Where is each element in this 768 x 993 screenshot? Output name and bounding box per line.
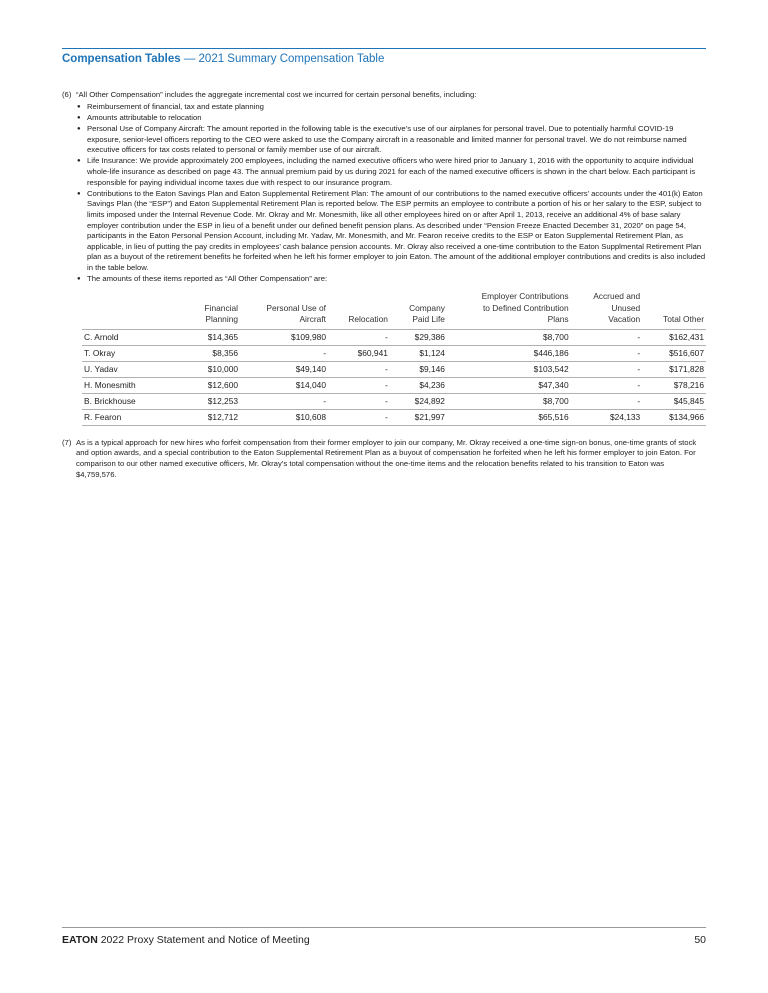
amount-cell: -	[328, 329, 390, 345]
amount-cell: -	[328, 393, 390, 409]
amount-cell: $12,600	[186, 377, 240, 393]
table-row	[82, 409, 706, 425]
column-header	[642, 291, 706, 329]
column-header-line: Personal Use of	[266, 302, 326, 313]
header-rule	[62, 48, 706, 49]
executive-name-cell: C. Arnold	[82, 329, 186, 345]
amount-cell: -	[571, 377, 643, 393]
amount-cell: $8,700	[447, 393, 571, 409]
table-row	[82, 345, 706, 361]
amount-cell: -	[240, 345, 328, 361]
footnote-number: (6)	[62, 90, 72, 99]
column-header-line: to Defined Contribution	[482, 302, 569, 313]
column-header-line: Relocation	[348, 314, 388, 325]
amount-cell: -	[328, 409, 390, 425]
list-item: ● The amounts of these items reported as “All Other Compensation” are:	[76, 274, 706, 285]
footnote-number: (7)	[62, 437, 72, 447]
amount-cell: -	[328, 377, 390, 393]
column-header-line: Paid Life	[412, 314, 445, 325]
amount-cell: $21,997	[390, 409, 447, 425]
list-item: ● Amounts attributable to relocation	[76, 113, 706, 124]
amount-cell: $446,186	[447, 345, 571, 361]
amount-cell: $78,216	[642, 377, 706, 393]
amount-cell: $8,356	[186, 345, 240, 361]
amount-cell: $1,124	[390, 345, 447, 361]
column-header	[240, 291, 328, 329]
amount-cell: $14,365	[186, 329, 240, 345]
page-header	[62, 53, 384, 65]
main-content	[62, 90, 706, 480]
amount-cell: $60,941	[328, 345, 390, 361]
amount-cell: -	[571, 345, 643, 361]
amount-cell: $45,845	[642, 393, 706, 409]
list-item: ● Personal Use of Company Aircraft: The amount reported in the following table is the executive’s use of our airplanes for personal travel. Due to potentially harmful COVID-19 exposure, senior-level officers reporting to the CEO were asked to use the Company aircraft in a reasonable and limited manner for personal travel. We do not reimburse named executive officers for tax costs related to personal or family member use of our aircraft.	[76, 124, 706, 156]
page-number: 50	[694, 934, 706, 946]
amount-cell: $12,712	[186, 409, 240, 425]
table-header-row	[82, 291, 706, 329]
column-header-line: Total Other	[663, 314, 704, 325]
table-row	[82, 377, 706, 393]
amount-cell: $49,140	[240, 361, 328, 377]
table-row	[82, 329, 706, 345]
executive-name-cell: T. Okray	[82, 345, 186, 361]
amount-cell: $171,828	[642, 361, 706, 377]
column-header	[186, 291, 240, 329]
amount-cell: $24,892	[390, 393, 447, 409]
table-row	[82, 361, 706, 377]
column-header-line: Aircraft	[299, 314, 326, 325]
executive-name-cell: H. Monesmith	[82, 377, 186, 393]
footnote-intro: “All Other Compensation” includes the aggregate incremental cost we incurred for certain personal benefits, including:	[76, 90, 477, 99]
footnote-body	[76, 90, 706, 285]
column-header	[390, 291, 447, 329]
amount-cell: $103,542	[447, 361, 571, 377]
executive-name-cell: B. Brickhouse	[82, 393, 186, 409]
column-header-line: Employer Contributions	[481, 291, 569, 302]
amount-cell: $134,966	[642, 409, 706, 425]
column-header-name	[82, 291, 186, 329]
column-header	[328, 291, 390, 329]
list-item: ● Contributions to the Eaton Savings Plan and Eaton Supplemental Retirement Plan: The amount of our contributions to the named executive officers’ accounts under the 401(k) Eaton Savings Plan (the “ESP”) and Eaton Supplemental Retirement Plan is reported below. The ESP permits an employee to contribute a portion of his or her salary to the ESP, subject to limits imposed under the Internal Revenue Code. Mr. Okray and Mr. Monesmith, like all other employees hired on or after April 1, 2013, receive an additional 4% of base salary employer contribution under the ESP in lieu of a benefit under our defined benefit pension plans. As described under “Pension Freeze Enacted December 31, 2020” on page 54, participants in the Eaton Personal Pension Account, including Mr. Yadav, Mr. Monesmith, and Mr. Fearon receive credits to the ESP or Eaton Supplemental Retirement Plan, as applicable, in lieu of putting the pay credits in employees’ cash balance pension accounts. Mr. Okray also received a one-time contribution to the Eaton Supplmental Retirement Plan plan as a buyout of the retirement benefits he forfeited when he left his former employer to join Eaton. The amount of the additional employer contributions and credits is also included in the table below.	[76, 189, 706, 274]
footer-rule	[62, 927, 706, 928]
footnote-6	[62, 90, 706, 285]
page-footer	[62, 934, 310, 946]
benefit-list	[76, 102, 706, 285]
column-header-line: Vacation	[608, 314, 641, 325]
amount-cell: $9,146	[390, 361, 447, 377]
amount-cell: $12,253	[186, 393, 240, 409]
table-row	[82, 393, 706, 409]
list-item: ● Life Insurance: We provide approximately 200 employees, including the named executive officers who were hired prior to January 1, 2016 with the opportunity to acquire individual whole-life insurance as described on page 43. The annual premium paid by us during 2021 for each of the named executive officers is shown in the chart below. Each participant is responsible for paying individual income taxes due with respect to our insurance program.	[76, 156, 706, 188]
other-compensation-table	[82, 291, 706, 426]
executive-name-cell: U. Yadav	[82, 361, 186, 377]
column-header	[447, 291, 571, 329]
footnote-body: As is a typical approach for new hires who forfeit compensation from their former employer to join our company, Mr. Okray received a one-time sign-on bonus, one-time grants of stock and option awards, and a special contribution to the Eaton Supplemental Retirement Plan as a buyout of compensation he forfeited when he left his former employer to join Eaton. For comparison to our other named executive officers, Mr. Okray’s total compensation without the one-time items and the relocation benefits related to his transition to Eaton was $4,759,576.	[76, 437, 697, 479]
document-title: 2022 Proxy Statement and Notice of Meeting	[97, 934, 310, 946]
amount-cell: $10,000	[186, 361, 240, 377]
list-item: ● Reimbursement of financial, tax and estate planning	[76, 102, 706, 113]
footnote-7	[62, 438, 706, 480]
amount-cell: $65,516	[447, 409, 571, 425]
column-header-line: Planning	[205, 314, 239, 325]
amount-cell: $47,340	[447, 377, 571, 393]
column-header-line: Unused	[611, 302, 641, 313]
column-header-line: Plans	[547, 314, 569, 325]
amount-cell: $516,607	[642, 345, 706, 361]
column-header-line: Company	[409, 302, 445, 313]
header-separator: —	[180, 53, 199, 65]
column-header-line: Accrued and	[593, 291, 641, 302]
amount-cell: $24,133	[571, 409, 643, 425]
subsection-title: 2021 Summary Compensation Table	[198, 53, 385, 65]
amount-cell: -	[571, 329, 643, 345]
amount-cell: -	[571, 361, 643, 377]
amount-cell: $10,608	[240, 409, 328, 425]
amount-cell: $29,386	[390, 329, 447, 345]
table-body	[82, 329, 706, 425]
amount-cell: $162,431	[642, 329, 706, 345]
brand-name: EATON	[62, 934, 98, 946]
executive-name-cell: R. Fearon	[82, 409, 186, 425]
amount-cell: $4,236	[390, 377, 447, 393]
amount-cell: $14,040	[240, 377, 328, 393]
column-header-line: Financial	[204, 302, 239, 313]
amount-cell: -	[328, 361, 390, 377]
column-header	[571, 291, 643, 329]
amount-cell: -	[571, 393, 643, 409]
amount-cell: -	[240, 393, 328, 409]
section-title: Compensation Tables	[62, 53, 181, 65]
amount-cell: $8,700	[447, 329, 571, 345]
amount-cell: $109,980	[240, 329, 328, 345]
